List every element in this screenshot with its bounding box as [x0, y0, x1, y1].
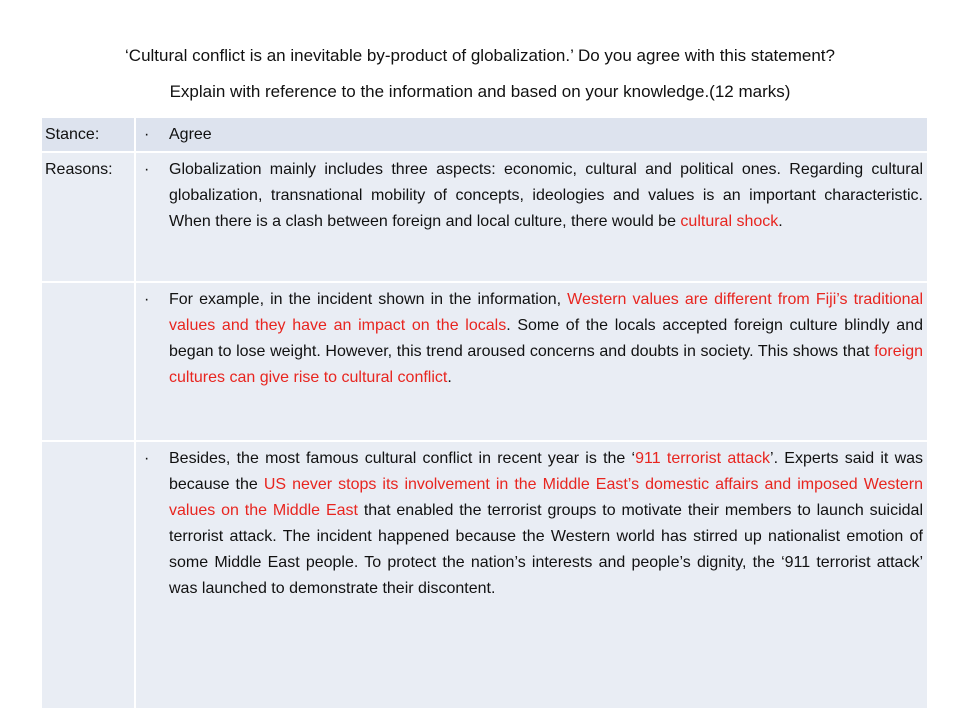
reason-1-part-a: Globalization mainly includes three aspects: economic, cultural and political ones. Regarding cultural globalization, transnational mobility of concepts, ideologies and values is an important characteristic. When there is a clash between foreign and local culture, there would be [169, 161, 923, 230]
reason-2-text [164, 283, 927, 440]
bullet-reason-3: · [144, 450, 150, 467]
reason-row-1 [42, 153, 927, 281]
reason-3-part-a: Besides, the most famous cultural conflict in recent year is the ‘ [169, 450, 636, 467]
reason-2-highlight-1: Western values are different from Fiji’s traditional values and they have an impact on the locals [169, 291, 924, 334]
reason-3-text [164, 442, 927, 708]
reason-1-highlight: cultural shock [680, 213, 779, 230]
bullet-stance: · [144, 126, 150, 143]
reason-2-part-c: . Some of the locals accepted foreign culture blindly and began to lose weight. However, this trend aroused concerns and doubts in society. This shows that [169, 317, 924, 360]
reason-3-highlight-1: 911 terrorist attack [635, 450, 771, 467]
column-divider [134, 118, 136, 708]
row-divider [42, 440, 927, 442]
reason-1-text [164, 153, 927, 281]
stance-value: Agree [169, 126, 212, 143]
reason-row-2 [42, 283, 927, 440]
bullet-reason-2: · [144, 291, 150, 308]
question-line-2: Explain with reference to the information and based on your knowledge.(12 marks) [169, 82, 791, 101]
answer-table [42, 118, 927, 708]
reason-3-part-c: ’. Experts said it was because the [169, 450, 924, 493]
reason-3-highlight-2: US never stops its involvement in the Middle East’s domestic affairs and imposed Western values on the Middle East [169, 476, 924, 519]
question-prompt [30, 38, 930, 110]
empty-label-2 [42, 283, 134, 440]
reason-row-3 [42, 442, 927, 708]
question-line-1: ‘Cultural conflict is an inevitable by-product of globalization.’ Do you agree with this statement? [125, 46, 835, 65]
row-divider [42, 151, 927, 153]
stance-label: Stance: [45, 126, 100, 143]
bullet-reason-1: · [144, 161, 150, 178]
empty-label-3 [42, 442, 134, 708]
reasons-label: Reasons: [45, 161, 113, 178]
reason-1-part-c: . [778, 213, 783, 230]
reason-2-part-e: . [447, 369, 452, 386]
row-divider [42, 281, 927, 283]
reason-3-part-e: that enabled the terrorist groups to motivate their members to launch suicidal terrorist attack. The incident happened because the Western world has stirred up nationalist emotion of some Middle East people. To protect the nation’s interests and people’s dignity, the ‘911 terrorist attack’ was launched to demonstrate their discontent. [169, 502, 923, 597]
reason-2-highlight-2: foreign cultures can give rise to cultural conflict [169, 343, 923, 386]
reason-2-part-a: For example, in the incident shown in the information, [169, 291, 568, 308]
stance-row [42, 118, 927, 151]
